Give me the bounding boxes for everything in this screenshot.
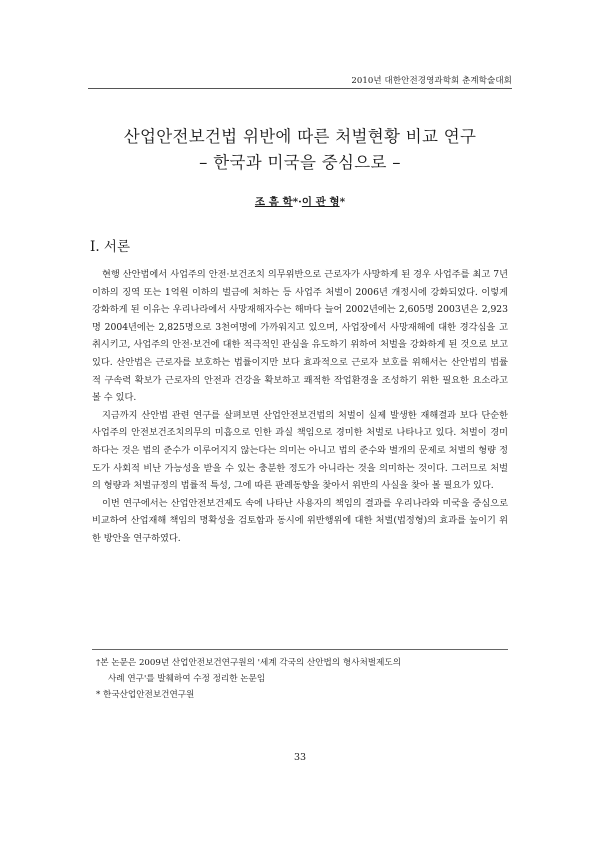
section-heading: I. 서론 [90,239,130,255]
author-1: 조 흠 학 [254,196,293,208]
paragraph-3: 이번 연구에서는 산업안전보건제도 속에 나타난 사용자의 책임의 결과를 우리나라와 미국을 중심으로 비교하여 산업재해 책임의 명확성을 검토함과 동시에 위반행위에 대한 처벌(법정형)의 효과를 높이기 위한 방안을 연구하였다. [92,497,508,544]
footnote-line-1: †본 논문은 2009년 산업안전보건연구원의 '세계 각국의 산안법의 형사처벌제도의 [96,658,402,668]
author-line [0,194,600,209]
footnote-rule [92,649,508,650]
author-2: 이 관 형 [301,196,340,208]
footnote-affiliation: * 한국산업안전보건연구원 [96,690,195,700]
paragraph-1: 현행 산안법에서 사업주의 안전·보건조치 의무위반으로 근로자가 사망하게 된 경우 사업주를 최고 7년 이하의 징역 또는 1억원 이하의 벌금에 처하는 등 사업주 처벌이 2006년 개정시에 강화되었다. 이렇게 강화하게 된 이유는 우리나라에서 사망재해자수는 해마다 늘어 2002년에는 2,605명 2003년은 2,923명 2004년에는 2,825명으로 3천여명에 가까워지고 있으며, 사업장에서 사망재해에 대한 경각심을 고취시키고, 사업주의 안전·보건에 대한 적극적인 관심을 유도하기 위하여 처벌을 강화하게 된 것으로 보고 있다. 산안법은 근로자를 보호하는 법률이지만 보다 효과적으로 근로자 보호를 위해서는 산안법의 법률적 구속력 확보가 근로자의 안전과 건강을 확보하고 쾌적한 작업환경을 조성하기 위한 필요한 요소라고 볼 수 있다. [92,269,508,404]
paper-title [0,124,600,176]
title-line-1: 산업안전보건법 위반에 따른 처벌현황 비교 연구 [123,127,477,146]
footnotes [96,655,496,703]
header-rule [88,88,512,89]
page-number: 33 [293,752,307,763]
author-mark: * [339,196,346,208]
running-header: 2010년 대한안전경영과학회 춘계학술대회 [351,76,512,86]
author-separator: *· [292,196,302,208]
body-text [92,266,508,548]
title-line-2: – 한국과 미국을 중심으로 – [199,153,401,172]
paragraph-2: 지금까지 산안법 관련 연구를 살펴보면 산업안전보건법의 처벌이 실제 발생한 재해결과 보다 단순한 사업주의 안전보건조치의무의 미흡으로 인한 과실 책임으로 경미한 처벌로 나타나고 있다. 처벌이 경미하다는 것은 법의 준수가 이루어지지 않는다는 의미는 아니고 법의 준수와 별개의 문제로 처벌의 형량 정도가 사회적 비난 가능성을 받을 수 있는 충분한 정도가 아니라는 것을 의미하는 것이다. 그러므로 처벌의 형량과 처벌규정의 법률적 특성, 그에 따른 판례동향을 찾아서 위반의 사실을 찾아 볼 필요가 있다. [92,409,508,492]
footnote-line-2: 사례 연구'를 발췌하여 수정 정리한 논문임 [108,674,266,684]
